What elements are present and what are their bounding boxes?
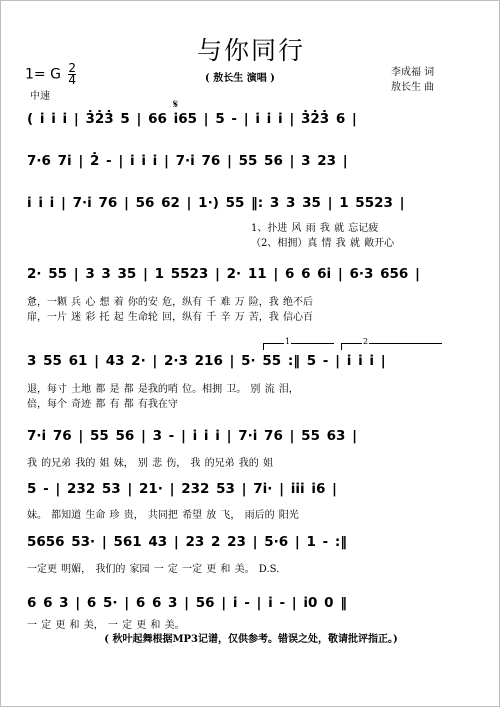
notation-row-5: 3 55 61 | 43 2· | 2·3 216 | 5· 55 :‖ 5 - | i̇ i̇ i̇ |: [27, 353, 386, 369]
lyric-line-3b: 倍，每个 奇迹 都 有 都 有我在守: [27, 399, 178, 410]
volta-bracket-first: [263, 337, 334, 350]
notation-row-8: 5656 53· | 561 43 | 23 2 23 | 5·6 | 1 - :‖: [27, 534, 348, 550]
lyric-line-7: 一 定 更 和 美， 一 定 更 和 美。: [27, 620, 185, 631]
notation-row-3: i̇ i̇ i̇ | 7·i̇ 76 | 56 62 | 1·) 55 ‖: 3 3 35 | 1 5523 |: [27, 195, 405, 211]
transcriber-footnote: ( 秋叶起舞根据MP3记谱，仅供参考。错误之处，敬请批评指正。): [104, 634, 398, 645]
lyric-line-4: 我 的兄弟 我的 姐 妹， 别 悲 伤， 我 的兄弟 我的 姐: [27, 458, 273, 469]
lyric-line-2b: 扉，一片 迷 彩 托 起 生命轮 回，纵有 千 辛 万 苦，我 信心百: [27, 312, 313, 323]
notation-row-7: 5 - | 232 53 | 21· | 232 53 | 7i̇· | i̇i̇i̇ i̇6 |: [27, 481, 337, 497]
singer-credit: ( 敖长生 演唱 ): [205, 73, 275, 84]
volta-first-label: 1: [285, 337, 291, 346]
segno-sign: 𝄋: [173, 97, 179, 111]
notation-row-6: 7·i̇ 76 | 55 56 | 3 - | i̇ i̇ i̇ | 7·i̇ 76 | 55 63 |: [27, 428, 358, 444]
lyric-line-2a: 惫，一颗 兵 心 想 着 你的安 危，纵有 千 难 万 险，我 绝不后: [27, 297, 313, 308]
lyric-line-1a: 1、扑进 风 雨 我 就 忘记疲: [251, 223, 379, 234]
key-label: 1= G: [25, 66, 61, 83]
key-signature: [25, 63, 76, 86]
lyric-line-3a: 退，每寸 土地 都 是 都 是我的哨 位。相拥 卫。 别 流 泪，: [27, 384, 299, 395]
notation-row-2: 7·6 7i̇ | 2̇ - | i̇ i̇ i̇ | 7·i̇ 76 | 55 56 | 3 23 |: [27, 153, 348, 169]
notation-row-9: 6 6 3 | 6 5· | 6 6 3 | 56 | i̇ - | i̇ - | i̇0 0 ‖: [27, 595, 347, 611]
notation-row-1: ( i̇ i̇ i̇ | 3̇2̇3̇ 5 | 66 i̇65 | 5 - | i̇ i̇ i̇ | 3̇2̇3̇ 6 |: [27, 111, 357, 127]
time-numerator: 2: [68, 61, 77, 75]
notation-row-4: 2· 55 | 3 3 35 | 1 5523 | 2· 11 | 6 6 6i̇ | 6·3 656 |: [27, 266, 420, 282]
credits: [391, 65, 434, 95]
composer-credit: 敖长生 曲: [391, 82, 435, 93]
time-signature: [68, 63, 76, 86]
time-denominator: 4: [68, 73, 77, 87]
lyricist-credit: 李成福 词: [391, 67, 435, 78]
tempo-marking: 中速: [30, 91, 50, 102]
song-title: 与你同行: [196, 36, 305, 65]
lyric-line-1b: （2、相拥）真 情 我 就 敞开心: [251, 238, 395, 249]
lyric-line-5: 妹。 都知道 生命 珍 贵， 共同把 希望 放 飞， 雨后的 阳光: [27, 510, 299, 521]
volta-second-label: 2: [363, 337, 369, 346]
volta-bracket-second: [341, 337, 442, 350]
lyric-line-6: 一定更 明媚， 我们的 家园 一 定 一定 更 和 美。 D.S.: [27, 564, 280, 575]
